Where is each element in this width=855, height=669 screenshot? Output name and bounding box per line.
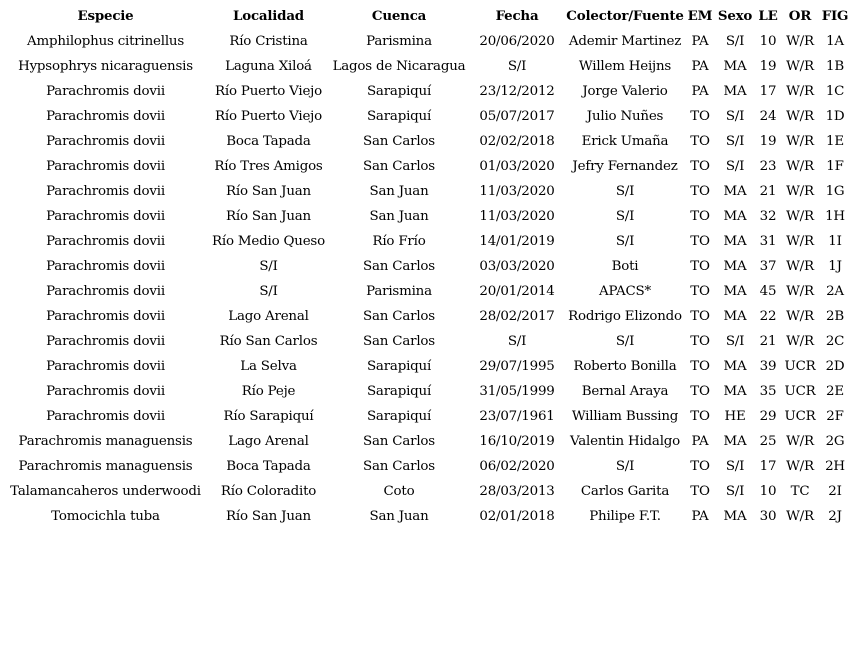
- cell-fig: 1E: [826, 134, 844, 149]
- cell-especie: Hypsophrys nicaraguensis: [18, 59, 193, 74]
- column-header-fig: FIG: [821, 8, 849, 24]
- column-header-or: OR: [788, 8, 812, 24]
- cell-em: TO: [690, 159, 710, 174]
- column-header-localidad: Localidad: [233, 8, 304, 24]
- cell-fig: 2B: [826, 309, 844, 324]
- cell-fig: 1F: [826, 159, 844, 174]
- cell-em: TO: [690, 384, 710, 399]
- cell-localidad: Río Puerto Viejo: [215, 109, 322, 124]
- cell-colector-fuente: S/I: [615, 334, 635, 349]
- cell-sexo: S/I: [725, 459, 745, 474]
- cell-fecha: 23/12/2012: [479, 84, 555, 99]
- table-row: [3, 179, 851, 204]
- cell-especie: Parachromis dovii: [46, 209, 165, 224]
- cell-fig: 2F: [826, 409, 844, 424]
- cell-fecha: 11/03/2020: [479, 184, 555, 199]
- cell-le: 22: [759, 309, 777, 324]
- cell-localidad: S/I: [259, 259, 278, 274]
- cell-fecha: S/I: [507, 59, 527, 74]
- cell-fecha: 05/07/2017: [479, 109, 555, 124]
- cell-fecha: 20/01/2014: [479, 284, 555, 299]
- cell-cuenca: Parismina: [366, 34, 432, 49]
- cell-fecha: 28/03/2013: [479, 484, 555, 499]
- cell-especie: Parachromis managuensis: [18, 459, 193, 474]
- cell-fecha: 23/07/1961: [479, 409, 555, 424]
- cell-cuenca: Sarapiquí: [366, 109, 432, 124]
- cell-sexo: MA: [723, 259, 747, 274]
- cell-colector-fuente: Ademir Martinez: [568, 34, 682, 49]
- cell-le: 37: [759, 259, 777, 274]
- cell-sexo: MA: [723, 384, 747, 399]
- cell-especie: Parachromis dovii: [46, 384, 165, 399]
- cell-em: TO: [690, 359, 710, 374]
- cell-especie: Parachromis dovii: [46, 184, 165, 199]
- cell-cuenca: Parismina: [366, 284, 432, 299]
- cell-or: UCR: [784, 384, 816, 399]
- cell-colector-fuente: Jefry Fernandez: [572, 159, 678, 174]
- cell-colector-fuente: S/I: [615, 209, 635, 224]
- cell-localidad: La Selva: [240, 359, 297, 374]
- cell-colector-fuente: Valentin Hidalgo: [569, 434, 681, 449]
- cell-or: W/R: [786, 309, 814, 324]
- cell-colector-fuente: Julio Nuñes: [586, 109, 664, 124]
- cell-fig: 1A: [826, 34, 844, 49]
- cell-sexo: MA: [723, 234, 747, 249]
- cell-em: TO: [690, 459, 710, 474]
- cell-fig: 2I: [828, 484, 842, 499]
- table-row: [3, 429, 851, 454]
- cell-em: PA: [691, 84, 709, 99]
- cell-cuenca: San Carlos: [363, 134, 435, 149]
- cell-localidad: Río Peje: [241, 384, 296, 399]
- column-header-sexo: Sexo: [717, 8, 753, 24]
- cell-especie: Parachromis dovii: [46, 359, 165, 374]
- cell-colector-fuente: Roberto Bonilla: [573, 359, 677, 374]
- cell-especie: Parachromis dovii: [46, 134, 165, 149]
- cell-fig: 1D: [825, 109, 845, 124]
- cell-em: TO: [690, 409, 710, 424]
- cell-colector-fuente: S/I: [615, 184, 635, 199]
- table-row: [3, 329, 851, 354]
- cell-colector-fuente: Willem Heijns: [578, 59, 672, 74]
- cell-fecha: 31/05/1999: [479, 384, 555, 399]
- cell-em: TO: [690, 109, 710, 124]
- cell-colector-fuente: Carlos Garita: [580, 484, 670, 499]
- cell-especie: Parachromis dovii: [46, 159, 165, 174]
- cell-colector-fuente: Bernal Araya: [581, 384, 669, 399]
- cell-fig: 2J: [828, 509, 842, 524]
- cell-localidad: Río Medio Queso: [212, 234, 325, 249]
- cell-sexo: MA: [723, 209, 747, 224]
- cell-le: 29: [759, 409, 777, 424]
- cell-sexo: S/I: [725, 34, 745, 49]
- cell-or: UCR: [784, 359, 816, 374]
- cell-em: TO: [690, 134, 710, 149]
- column-header-cuenca: Cuenca: [371, 8, 427, 24]
- cell-fig: 1C: [825, 84, 845, 99]
- cell-or: W/R: [786, 159, 814, 174]
- cell-colector-fuente: Boti: [611, 259, 639, 274]
- cell-em: TO: [690, 284, 710, 299]
- cell-le: 10: [759, 484, 777, 499]
- cell-especie: Parachromis dovii: [46, 109, 165, 124]
- cell-fig: 1B: [826, 59, 844, 74]
- cell-localidad: Río Cristina: [229, 34, 308, 49]
- cell-especie: Parachromis dovii: [46, 259, 165, 274]
- cell-or: W/R: [786, 184, 814, 199]
- cell-sexo: S/I: [725, 134, 745, 149]
- column-header-le: LE: [758, 8, 778, 24]
- cell-cuenca: San Juan: [369, 209, 429, 224]
- table-row: [3, 279, 851, 304]
- column-header-especie: Especie: [77, 8, 134, 24]
- cell-fecha: 03/03/2020: [479, 259, 555, 274]
- cell-or: W/R: [786, 34, 814, 49]
- cell-fecha: 14/01/2019: [479, 234, 555, 249]
- table-row: [3, 79, 851, 104]
- cell-le: 24: [759, 109, 777, 124]
- cell-cuenca: San Carlos: [363, 259, 435, 274]
- table-row: [3, 54, 851, 79]
- cell-especie: Parachromis dovii: [46, 234, 165, 249]
- cell-fecha: 20/06/2020: [479, 34, 555, 49]
- cell-cuenca: Sarapiquí: [366, 359, 432, 374]
- cell-especie: Tomocichla tuba: [51, 509, 160, 524]
- cell-especie: Parachromis dovii: [46, 409, 165, 424]
- cell-le: 45: [759, 284, 777, 299]
- cell-or: W/R: [786, 259, 814, 274]
- cell-fig: 2E: [826, 384, 844, 399]
- cell-localidad: Río Coloradito: [220, 484, 317, 499]
- cell-or: W/R: [786, 234, 814, 249]
- cell-em: PA: [691, 59, 709, 74]
- cell-colector-fuente: Erick Umaña: [581, 134, 669, 149]
- cell-colector-fuente: William Bussing: [571, 409, 679, 424]
- cell-fecha: 16/10/2019: [479, 434, 555, 449]
- cell-em: PA: [691, 34, 709, 49]
- cell-localidad: Río San Juan: [226, 509, 311, 524]
- cell-or: W/R: [786, 209, 814, 224]
- cell-localidad: Lago Arenal: [228, 309, 309, 324]
- table-body: [3, 29, 851, 529]
- cell-localidad: Laguna Xiloá: [225, 59, 312, 74]
- cell-colector-fuente: Rodrigo Elizondo: [568, 309, 682, 324]
- cell-or: W/R: [786, 334, 814, 349]
- cell-em: TO: [690, 259, 710, 274]
- cell-cuenca: San Carlos: [363, 459, 435, 474]
- cell-sexo: S/I: [725, 484, 745, 499]
- cell-em: TO: [690, 234, 710, 249]
- table-row: [3, 479, 851, 504]
- cell-cuenca: Sarapiquí: [366, 384, 432, 399]
- table-row: [3, 304, 851, 329]
- cell-fig: 2D: [825, 359, 845, 374]
- header-row: [3, 4, 851, 29]
- cell-le: 21: [759, 184, 777, 199]
- cell-le: 10: [759, 34, 777, 49]
- cell-le: 39: [759, 359, 777, 374]
- cell-fig: 2H: [825, 459, 845, 474]
- cell-cuenca: Sarapiquí: [366, 84, 432, 99]
- cell-fecha: 28/02/2017: [479, 309, 555, 324]
- cell-le: 30: [759, 509, 777, 524]
- cell-especie: Parachromis managuensis: [18, 434, 193, 449]
- cell-especie: Amphilophus citrinellus: [27, 34, 184, 49]
- cell-especie: Parachromis dovii: [46, 284, 165, 299]
- cell-em: TO: [690, 184, 710, 199]
- cell-or: W/R: [786, 59, 814, 74]
- cell-le: 21: [759, 334, 777, 349]
- cell-le: 35: [759, 384, 777, 399]
- cell-cuenca: San Juan: [369, 509, 429, 524]
- cell-sexo: MA: [723, 184, 747, 199]
- cell-le: 23: [759, 159, 777, 174]
- cell-fig: 1G: [825, 184, 845, 199]
- cell-sexo: HE: [724, 409, 746, 424]
- cell-or: UCR: [784, 409, 816, 424]
- table-row: [3, 229, 851, 254]
- cell-cuenca: Lagos de Nicaragua: [332, 59, 466, 74]
- cell-localidad: Boca Tapada: [226, 134, 311, 149]
- cell-fecha: 02/01/2018: [479, 509, 555, 524]
- cell-cuenca: San Carlos: [363, 309, 435, 324]
- cell-colector-fuente: APACS*: [598, 284, 652, 299]
- cell-especie: Parachromis dovii: [46, 309, 165, 324]
- cell-sexo: MA: [723, 509, 747, 524]
- cell-cuenca: Río Frío: [372, 234, 426, 249]
- cell-sexo: S/I: [725, 159, 745, 174]
- cell-sexo: S/I: [725, 109, 745, 124]
- cell-fig: 2C: [825, 334, 845, 349]
- cell-le: 19: [759, 59, 777, 74]
- cell-em: TO: [690, 484, 710, 499]
- cell-fig: 2G: [825, 434, 845, 449]
- table-row: [3, 129, 851, 154]
- cell-fig: 1I: [828, 234, 842, 249]
- cell-sexo: MA: [723, 309, 747, 324]
- cell-sexo: MA: [723, 284, 747, 299]
- cell-sexo: MA: [723, 434, 747, 449]
- cell-le: 31: [759, 234, 777, 249]
- cell-em: TO: [690, 334, 710, 349]
- specimen-table: [3, 4, 851, 529]
- table-row: [3, 379, 851, 404]
- cell-fecha: S/I: [507, 334, 527, 349]
- cell-especie: Parachromis dovii: [46, 334, 165, 349]
- cell-fecha: 01/03/2020: [479, 159, 555, 174]
- cell-localidad: Boca Tapada: [226, 459, 311, 474]
- cell-fecha: 06/02/2020: [479, 459, 555, 474]
- cell-or: W/R: [786, 84, 814, 99]
- cell-or: TC: [790, 484, 810, 499]
- column-header-em: EM: [687, 8, 713, 24]
- table-row: [3, 454, 851, 479]
- cell-fig: 2A: [826, 284, 844, 299]
- cell-localidad: Río San Juan: [226, 209, 311, 224]
- cell-cuenca: San Carlos: [363, 159, 435, 174]
- cell-sexo: MA: [723, 59, 747, 74]
- cell-localidad: Río Puerto Viejo: [215, 84, 322, 99]
- cell-cuenca: Coto: [383, 484, 415, 499]
- cell-sexo: MA: [723, 359, 747, 374]
- cell-le: 19: [759, 134, 777, 149]
- cell-especie: Parachromis dovii: [46, 84, 165, 99]
- column-header-fecha: Fecha: [495, 8, 539, 24]
- table-row: [3, 154, 851, 179]
- table-row: [3, 204, 851, 229]
- cell-em: TO: [690, 209, 710, 224]
- table-row: [3, 104, 851, 129]
- cell-fecha: 02/02/2018: [479, 134, 555, 149]
- cell-colector-fuente: S/I: [615, 234, 635, 249]
- column-header-colector-fuente: Colector/Fuente: [566, 8, 684, 24]
- table-row: [3, 29, 851, 54]
- cell-especie: Talamancaheros underwoodi: [10, 484, 201, 499]
- cell-cuenca: San Carlos: [363, 334, 435, 349]
- table-row: [3, 504, 851, 529]
- table-row: [3, 404, 851, 429]
- cell-or: W/R: [786, 284, 814, 299]
- cell-localidad: Río San Juan: [226, 184, 311, 199]
- cell-or: W/R: [786, 459, 814, 474]
- table-header: [3, 4, 851, 29]
- cell-le: 32: [759, 209, 777, 224]
- cell-le: 17: [759, 84, 777, 99]
- cell-localidad: S/I: [259, 284, 278, 299]
- cell-fig: 1H: [825, 209, 845, 224]
- cell-cuenca: Sarapiquí: [366, 409, 432, 424]
- cell-localidad: Lago Arenal: [228, 434, 309, 449]
- cell-sexo: MA: [723, 84, 747, 99]
- cell-colector-fuente: S/I: [615, 459, 635, 474]
- table-row: [3, 354, 851, 379]
- cell-localidad: Río Sarapiquí: [223, 409, 314, 424]
- table-row: [3, 254, 851, 279]
- cell-colector-fuente: Philipe F.T.: [589, 509, 661, 524]
- cell-em: PA: [691, 434, 709, 449]
- cell-fecha: 11/03/2020: [479, 209, 555, 224]
- cell-em: PA: [691, 509, 709, 524]
- cell-or: W/R: [786, 434, 814, 449]
- cell-localidad: Río Tres Amigos: [214, 159, 323, 174]
- cell-fig: 1J: [828, 259, 842, 274]
- cell-fecha: 29/07/1995: [479, 359, 555, 374]
- cell-le: 25: [759, 434, 777, 449]
- cell-sexo: S/I: [725, 334, 745, 349]
- cell-cuenca: San Juan: [369, 184, 429, 199]
- cell-or: W/R: [786, 134, 814, 149]
- cell-localidad: Río San Carlos: [219, 334, 318, 349]
- cell-colector-fuente: Jorge Valerio: [582, 84, 668, 99]
- cell-or: W/R: [786, 109, 814, 124]
- cell-cuenca: San Carlos: [363, 434, 435, 449]
- cell-le: 17: [759, 459, 777, 474]
- cell-or: W/R: [786, 509, 814, 524]
- cell-em: TO: [690, 309, 710, 324]
